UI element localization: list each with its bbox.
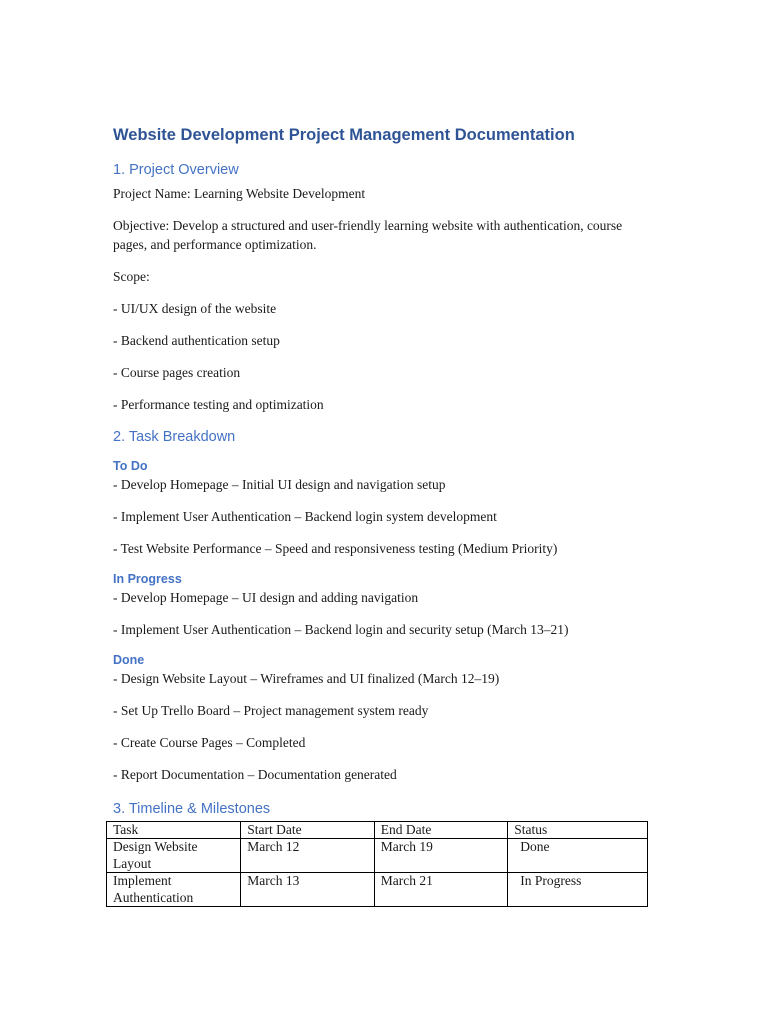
- scope-item: - Backend authentication setup: [113, 333, 280, 348]
- document-page: [113, 124, 653, 907]
- table-header-cell: Start Date: [241, 821, 375, 839]
- table-header-cell: Task: [107, 821, 241, 839]
- in-progress-item: - Implement User Authentication – Backend login and security setup (March 13–21): [113, 622, 569, 637]
- table-cell-end-date: March 21: [374, 873, 508, 907]
- project-overview-heading: 1. Project Overview: [113, 162, 239, 178]
- objective-text: Objective: Develop a structured and user-friendly learning website with authentication, course pages, and performance optimization.: [113, 217, 623, 252]
- table-cell-end-date: March 19: [374, 839, 508, 873]
- in-progress-item: - Develop Homepage – UI design and adding navigation: [113, 590, 419, 605]
- task-breakdown-heading: 2. Task Breakdown: [113, 429, 236, 445]
- done-heading: Done: [113, 653, 145, 667]
- table-cell-start-date: March 13: [241, 873, 375, 907]
- table-cell-status: Done: [508, 839, 648, 873]
- done-item: - Set Up Trello Board – Project management system ready: [113, 703, 429, 718]
- table-header-cell: End Date: [374, 821, 508, 839]
- scope-item: - Course pages creation: [113, 365, 241, 380]
- done-item: - Create Course Pages – Completed: [113, 735, 306, 750]
- in-progress-heading: In Progress: [113, 572, 182, 586]
- todo-item: - Implement User Authentication – Backend login system development: [113, 509, 497, 524]
- todo-item: - Test Website Performance – Speed and responsiveness testing (Medium Priority): [113, 541, 558, 556]
- table-header-cell: Status: [508, 821, 648, 839]
- timeline-table: [106, 821, 648, 908]
- table-cell-task: Design Website Layout: [107, 839, 241, 873]
- table-cell-start-date: March 12: [241, 839, 375, 873]
- todo-heading: To Do: [113, 459, 148, 473]
- done-item: - Report Documentation – Documentation generated: [113, 767, 397, 782]
- scope-item: - Performance testing and optimization: [113, 397, 324, 412]
- project-name-text: Project Name: Learning Website Development: [113, 186, 366, 201]
- scope-label: Scope:: [113, 269, 150, 284]
- table-row: [107, 839, 648, 873]
- table-header-row: [107, 821, 648, 839]
- timeline-section: [113, 799, 653, 908]
- project-overview-section: [113, 160, 653, 415]
- table-row: [107, 873, 648, 907]
- done-item: - Design Website Layout – Wireframes and UI finalized (March 12–19): [113, 671, 500, 686]
- todo-item: - Develop Homepage – Initial UI design and navigation setup: [113, 477, 446, 492]
- scope-item: - UI/UX design of the website: [113, 301, 277, 316]
- timeline-heading: 3. Timeline & Milestones: [113, 800, 271, 817]
- table-cell-task: Implement Authentication: [107, 873, 241, 907]
- task-breakdown-section: [113, 427, 653, 785]
- document-title: Website Development Project Management Documentation: [113, 126, 575, 144]
- table-cell-status: In Progress: [508, 873, 648, 907]
